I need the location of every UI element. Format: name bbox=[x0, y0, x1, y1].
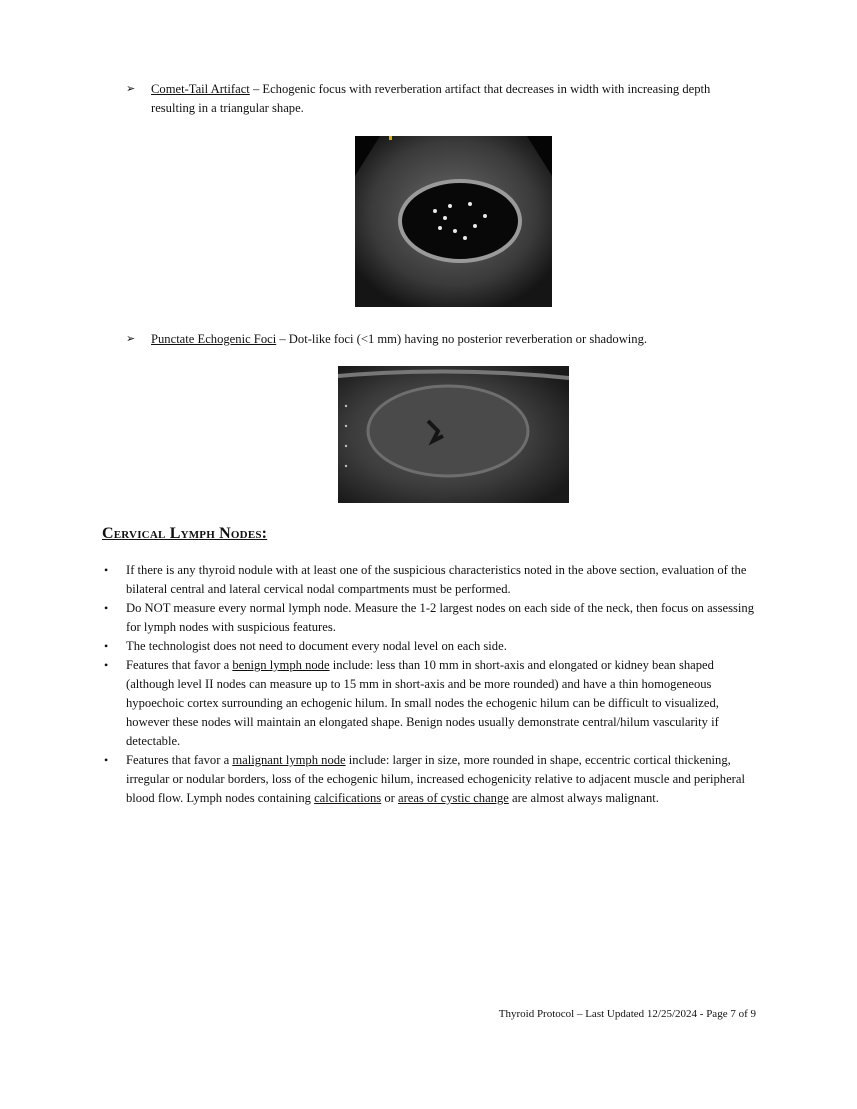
bullet-text-part: include: larger in size, more rounded in shape, eccentric cortical thickening, irregular or nodular borders, loss of the echogenic hilum, increased echogenicity relative to adjacent muscle and peripheral blood flow. Lymph nodes containing bbox=[126, 753, 745, 805]
bullet-text-part: Features that favor a bbox=[126, 753, 233, 767]
bullet-text bbox=[126, 658, 719, 748]
punctate-foci-text: – Dot-like foci (<1 mm) having no posterior reverberation or shadowing. bbox=[276, 332, 648, 346]
bullet-text-part: Features that favor a bbox=[126, 658, 233, 672]
calcifications-term: calcifications bbox=[314, 791, 382, 805]
list-item bbox=[102, 599, 762, 637]
page-footer: Thyroid Protocol – Last Updated 12/25/2024 - Page 7 of 9 bbox=[498, 1008, 756, 1020]
comet-tail-ultrasound-image bbox=[355, 136, 552, 307]
bullet-text: The technologist does not need to document every nodal level on each side. bbox=[126, 639, 507, 653]
punctate-foci-term: Punctate Echogenic Foci bbox=[151, 332, 277, 346]
malignant-lymph-node-term: malignant lymph node bbox=[232, 753, 346, 767]
bullet-icon: • bbox=[104, 601, 109, 615]
lymph-node-bullet-list bbox=[102, 561, 762, 808]
bullet-text-part: include: less than 10 mm in short-axis and elongated or kidney bean shaped (although level II nodes can measure up to 15 mm in short-axis and be more rounded) and have a thin homogeneous hypoechoic cortex surrounding an echogenic hilum. In small nodes the echogenic hilum can be difficult to visualized, however these nodes will maintain an elongated shape. Benign nodes usually demonstrate central/hilum vascularity if detectable. bbox=[126, 658, 719, 748]
list-item bbox=[102, 656, 762, 751]
punctate-foci-ultrasound-image bbox=[338, 366, 569, 503]
bullet-text-part: are almost always malignant. bbox=[508, 791, 659, 805]
comet-tail-term: Comet-Tail Artifact bbox=[151, 82, 250, 96]
bullet-text: Do NOT measure every normal lymph node. Measure the 1-2 largest nodes on each side of the neck, then focus on assessing for lymph nodes with suspicious features. bbox=[126, 601, 755, 634]
cystic-change-term: areas of cystic change bbox=[398, 791, 509, 805]
arrow-bullet-icon: ➢ bbox=[126, 333, 136, 345]
bullet-icon: • bbox=[104, 658, 109, 672]
list-item bbox=[102, 637, 762, 656]
section-heading: Cervical Lymph Nodes: bbox=[102, 525, 268, 542]
bullet-icon: • bbox=[104, 563, 109, 577]
comet-tail-description bbox=[151, 80, 756, 118]
bullet-text-part: or bbox=[381, 791, 399, 805]
comet-tail-text: – Echogenic focus with reverberation artifact that decreases in width with increasing depth resulting in a triangular shape. bbox=[151, 82, 711, 115]
list-item bbox=[102, 561, 762, 599]
bullet-icon: • bbox=[104, 753, 109, 767]
benign-lymph-node-term: benign lymph node bbox=[232, 658, 330, 672]
bullet-text bbox=[126, 753, 745, 805]
list-item bbox=[102, 751, 762, 808]
bullet-icon: • bbox=[104, 639, 109, 653]
bullet-text: If there is any thyroid nodule with at least one of the suspicious characteristics noted in the above section, evaluation of the bilateral central and lateral cervical nodal compartments must be performed. bbox=[126, 563, 747, 596]
arrow-bullet-icon: ➢ bbox=[126, 83, 136, 95]
punctate-foci-description bbox=[151, 330, 756, 349]
